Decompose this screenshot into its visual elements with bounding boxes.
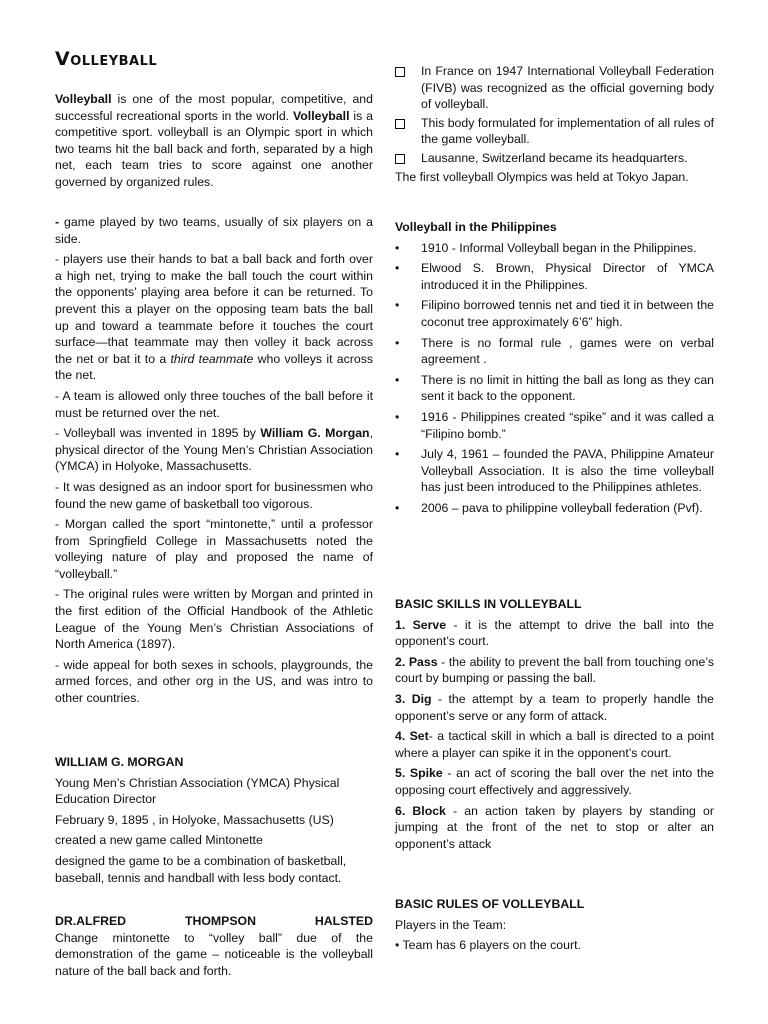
halsted-heading: DR.ALFRED THOMPSON HALSTED xyxy=(55,914,373,928)
fivb-list xyxy=(395,63,714,185)
fact-paragraph: - wide appeal for both sexes in schools, playgrounds, the armed forces, and other org in the US, and was intro to other countries. xyxy=(55,657,373,706)
halsted-section xyxy=(55,913,373,979)
bullet-icon: • xyxy=(395,500,400,515)
philippines-heading: Volleyball in the Philippines xyxy=(395,220,557,234)
fact-paragraph: - It was designed as an indoor sport for businessmen who found the new game of basketball too vigorous. xyxy=(55,479,373,511)
skills-heading: BASIC SKILLS IN VOLLEYBALL xyxy=(395,597,582,611)
philippines-item: • Filipino borrowed tennis net and tied it in between the coconut tree approximately 6’6” high. xyxy=(395,298,714,329)
skill-item: 2. Pass - the ability to prevent the ball from touching one’s court by bumping or passing the ball. xyxy=(395,654,714,686)
fivb-item: Lausanne, Switzerland became its headquarters. xyxy=(395,150,714,167)
rules-item: • Team has 6 players on the court. xyxy=(395,938,581,953)
philippines-item: • 2006 – pava to philippine volleyball federation (Pvf). xyxy=(395,500,703,515)
bullet-icon: • xyxy=(395,409,400,424)
bullet-icon: • xyxy=(395,298,400,313)
rules-heading: BASIC RULES OF VOLLEYBALL xyxy=(395,897,585,911)
rules-subheading: Players in the Team: xyxy=(395,917,507,932)
bullet-icon: • xyxy=(395,261,400,276)
philippines-item: • 1916 - Philippines created “spike” and it was called a “Filipino bomb.” xyxy=(395,409,714,441)
fact-paragraph: - Morgan called the sport “mintonette,” until a professor from Springfield College in Massachusetts noted the volleying nature of play and proposed the name of “volleyball.” xyxy=(55,517,373,581)
philippines-item: • 1910 - Informal Volleyball began in the Philippines. xyxy=(395,240,697,255)
skill-item: 1. Serve - it is the attempt to drive the ball into the opponent’s court. xyxy=(395,617,714,649)
philippines-item: • July 4, 1961 – founded the PAVA, Philippine Amateur Volleyball Association. It is also the time volleyball has just been introduced to the Philippines athletes. xyxy=(395,447,714,495)
page-title: Volleyball xyxy=(55,48,158,70)
fact-paragraph: - A team is allowed only three touches of the ball before it must be returned over the net. xyxy=(55,388,373,420)
halsted-text: Change mintonette to “volley ball” due of the demonstration of the game – noticeable is the volleyball nature of the ball back and forth. xyxy=(55,930,373,978)
fivb-item: In France on 1947 International Volleyball Federation (FIVB) was recognized as the official governing body of volleyball. xyxy=(395,63,714,113)
rules-section xyxy=(395,896,714,954)
fact-paragraph: - The original rules were written by Morgan and printed in the first edition of the Official Handbook of the Athletic League of the Young Men’s Christian Associations of North America (1897). xyxy=(55,587,373,652)
morgan-line: Young Men’s Christian Association (YMCA) Physical Education Director xyxy=(55,775,340,807)
fact-paragraph: - game played by two teams, usually of six players on a side. xyxy=(55,215,373,246)
checkbox-icon xyxy=(395,67,405,77)
intro-term-2: Volleyball xyxy=(292,108,350,123)
morgan-line: February 9, 1895 , in Holyoke, Massachusetts (US) xyxy=(55,812,334,827)
philippines-item: • There is no limit in hitting the ball as long as they can sent it back to the opponent. xyxy=(395,372,714,404)
skill-item: 4. Set- a tactical skill in which a ball is directed to a point where a player can spike it in the opponent’s court. xyxy=(395,729,715,760)
inventor-name: William G. Morgan xyxy=(260,426,370,441)
bullet-icon: • xyxy=(395,447,400,462)
fivb-item: This body formulated for implementation of all rules of the game volleyball. xyxy=(395,115,714,148)
intro-term: Volleyball xyxy=(55,92,112,106)
facts-block xyxy=(55,214,373,707)
bullet-icon: • xyxy=(395,372,400,387)
skill-item: 6. Block - an action taken by players by standing or jumping at the front of the net to stop or alter an opponent’s attack xyxy=(395,803,714,851)
morgan-heading: WILLIAM G. MORGAN xyxy=(55,755,184,769)
fact-paragraph: - players use their hands to bat a ball back and forth over a high net, trying to make the ball touch the court within the opponents’ playing area before it can be returned. To prevent this a player on the opposing team bats the ball up and toward a teammate before it touches the court surface—that teammate may then volley it back across the net or bat it to a third teammate who volleys it across the net. xyxy=(55,252,373,383)
checkbox-icon xyxy=(395,119,405,129)
philippines-section xyxy=(395,219,714,517)
checkbox-icon xyxy=(395,154,405,164)
bullet-icon: • xyxy=(395,240,400,255)
skill-item: 3. Dig - the attempt by a team to properly handle the opponent’s serve or any form of attack. xyxy=(395,691,715,723)
skills-section xyxy=(395,596,714,852)
fact-paragraph: - Volleyball was invented in 1895 by William G. Morgan, physical director of the Young Men’s Christian Association (YMCA) in Holyoke, Massachusetts. xyxy=(55,426,373,474)
intro-paragraph: Volleyball is one of the most popular, competitive, and successful recreational sports in the world. Volleyball is a competitive sport. volleyball is an Olympic sport in which two teams hit the ball back and forth, separated by a high net, each team tries to score against one another governed by organized rules. xyxy=(55,92,373,189)
olympics-note: The first volleyball Olympics was held at Tokyo Japan. xyxy=(395,169,689,184)
philippines-item: • Elwood S. Brown, Physical Director of YMCA introduced it in the Philippines. xyxy=(395,261,714,292)
philippines-item: • There is no formal rule , games were on verbal agreement . xyxy=(395,335,714,367)
bullet-icon: • xyxy=(395,335,400,350)
morgan-section xyxy=(55,754,373,886)
skill-item: 5. Spike - an act of scoring the ball over the net into the opposing court effectively and aggressively. xyxy=(395,766,714,797)
morgan-line: designed the game to be a combination of basketball, baseball, tennis and handball with less body contact. xyxy=(55,853,347,885)
morgan-line: created a new game called Mintonette xyxy=(55,833,263,848)
